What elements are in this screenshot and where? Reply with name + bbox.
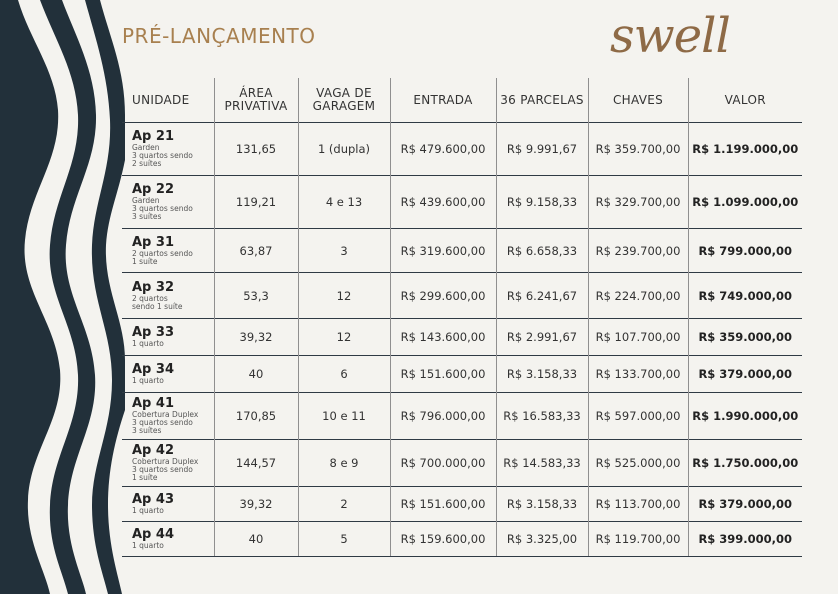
table-row [122,440,802,487]
column-header-label: 36 PARCELAS [500,92,584,107]
unit-cell [122,440,214,487]
vaga-cell: 6 [298,356,390,393]
unit-description: sendo 1 suíte [132,301,183,311]
valor-cell: R$ 1.750.000,00 [688,440,802,487]
vaga-cell: 12 [298,273,390,319]
unit-cell [122,487,214,522]
entrada-cell: R$ 796.000,00 [390,393,496,440]
column-header-label: ÁREA [239,86,273,100]
area-cell: 119,21 [214,176,298,229]
unit-name: Ap 34 [132,362,174,377]
unit-name: Ap 31 [132,234,174,250]
vaga-cell: 4 e 13 [298,176,390,229]
chaves-cell: R$ 133.700,00 [588,356,688,393]
unit-description: 2 quartos [132,293,168,303]
unit-description: 1 quarto [132,541,164,550]
table-row [122,229,802,273]
unit-description: 1 quarto [132,376,164,385]
area-cell: 53,3 [214,273,298,319]
unit-cell [122,356,214,393]
unit-cell [122,123,214,176]
chaves-cell: R$ 113.700,00 [588,487,688,522]
unit-description: Garden [132,196,160,205]
unit-description: 1 suíte [132,473,158,482]
unit-cell [122,522,214,557]
valor-cell: R$ 379.000,00 [688,356,802,393]
parcelas-cell: R$ 6.658,33 [496,229,588,273]
chaves-cell: R$ 119.700,00 [588,522,688,557]
area-cell: 40 [214,356,298,393]
unit-description: 3 quartos sendo [132,418,193,427]
column-header-area-privativa [214,78,298,123]
unit-name: Ap 44 [132,527,174,542]
valor-cell: R$ 799.000,00 [688,229,802,273]
area-cell: 144,57 [214,440,298,487]
unit-description: 1 quarto [132,339,164,348]
decorative-wave-pattern [0,0,125,594]
entrada-cell: R$ 700.000,00 [390,440,496,487]
unit-description: 3 quartos sendo [132,151,193,160]
column-header-chaves [588,78,688,123]
column-header-label: PRIVATIVA [224,99,288,113]
valor-cell: R$ 1.199.000,00 [688,123,802,176]
parcelas-cell: R$ 9.991,67 [496,123,588,176]
vaga-cell: 12 [298,319,390,356]
table-row [122,487,802,522]
chaves-cell: R$ 224.700,00 [588,273,688,319]
vaga-cell: 3 [298,229,390,273]
column-header-entrada [390,78,496,123]
price-table [122,78,802,557]
unit-description: Cobertura Duplex [132,410,199,419]
table-row [122,176,802,229]
vaga-cell: 1 (dupla) [298,123,390,176]
chaves-cell: R$ 359.700,00 [588,123,688,176]
unit-cell [122,229,214,273]
unit-description: 3 suítes [132,426,162,435]
unit-name: Ap 22 [132,182,174,197]
area-cell: 40 [214,522,298,557]
unit-name: Ap 21 [132,129,174,144]
vaga-cell: 5 [298,522,390,557]
unit-description: 3 quartos sendo [132,204,193,213]
page-title: PRÉ-LANÇAMENTO [122,24,316,48]
unit-description: 1 quarto [132,506,164,515]
table-row [122,123,802,176]
vaga-cell: 10 e 11 [298,393,390,440]
parcelas-cell: R$ 14.583,33 [496,440,588,487]
area-cell: 170,85 [214,393,298,440]
unit-cell [122,176,214,229]
column-header-label: UNIDADE [132,92,190,107]
area-cell: 39,32 [214,319,298,356]
column-header-label: GARAGEM [312,99,376,113]
parcelas-cell: R$ 3.158,33 [496,356,588,393]
parcelas-cell: R$ 3.325,00 [496,522,588,557]
unit-description: 2 suítes [132,159,162,168]
chaves-cell: R$ 525.000,00 [588,440,688,487]
column-header-parcelas [496,78,588,123]
area-cell: 131,65 [214,123,298,176]
unit-description: 2 quartos sendo [132,248,193,258]
valor-cell: R$ 379.000,00 [688,487,802,522]
table-row [122,273,802,319]
unit-description: Garden [132,143,160,152]
valor-cell: R$ 359.000,00 [688,319,802,356]
unit-cell [122,393,214,440]
unit-cell [122,319,214,356]
entrada-cell: R$ 319.600,00 [390,229,496,273]
table-row [122,393,802,440]
column-header-label: VAGA DE [316,86,372,100]
chaves-cell: R$ 329.700,00 [588,176,688,229]
column-header-label: CHAVES [612,92,664,107]
unit-name: Ap 41 [132,396,174,411]
unit-name: Ap 43 [132,492,174,507]
column-header-label: VALOR [724,92,766,107]
table-row [122,319,802,356]
chaves-cell: R$ 597.000,00 [588,393,688,440]
column-header-label: ENTRADA [413,92,473,107]
entrada-cell: R$ 299.600,00 [390,273,496,319]
parcelas-cell: R$ 6.241,67 [496,273,588,319]
entrada-cell: R$ 151.600,00 [390,356,496,393]
parcelas-cell: R$ 16.583,33 [496,393,588,440]
unit-description: 3 quartos sendo [132,465,193,474]
parcelas-cell: R$ 3.158,33 [496,487,588,522]
valor-cell: R$ 749.000,00 [688,273,802,319]
parcelas-cell: R$ 9.158,33 [496,176,588,229]
table-row [122,356,802,393]
vaga-cell: 8 e 9 [298,440,390,487]
unit-name: Ap 33 [132,325,174,340]
valor-cell: R$ 1.099.000,00 [688,176,802,229]
valor-cell: R$ 1.990.000,00 [688,393,802,440]
entrada-cell: R$ 439.600,00 [390,176,496,229]
area-cell: 63,87 [214,229,298,273]
column-header-valor [688,78,802,123]
table-body [122,123,802,557]
chaves-cell: R$ 107.700,00 [588,319,688,356]
chaves-cell: R$ 239.700,00 [588,229,688,273]
entrada-cell: R$ 479.600,00 [390,123,496,176]
column-header-vaga-garagem [298,78,390,123]
swell-logo: swell [610,8,730,64]
unit-name: Ap 32 [132,279,174,295]
table-header-row [122,78,802,123]
table-row [122,522,802,557]
entrada-cell: R$ 143.600,00 [390,319,496,356]
unit-description: Cobertura Duplex [132,457,199,466]
unit-description: 3 suítes [132,212,162,221]
area-cell: 39,32 [214,487,298,522]
unit-description: 1 suíte [132,256,158,266]
entrada-cell: R$ 159.600,00 [390,522,496,557]
column-header-unidade [122,78,214,123]
parcelas-cell: R$ 2.991,67 [496,319,588,356]
valor-cell: R$ 399.000,00 [688,522,802,557]
unit-name: Ap 42 [132,443,174,458]
entrada-cell: R$ 151.600,00 [390,487,496,522]
unit-cell [122,273,214,319]
vaga-cell: 2 [298,487,390,522]
